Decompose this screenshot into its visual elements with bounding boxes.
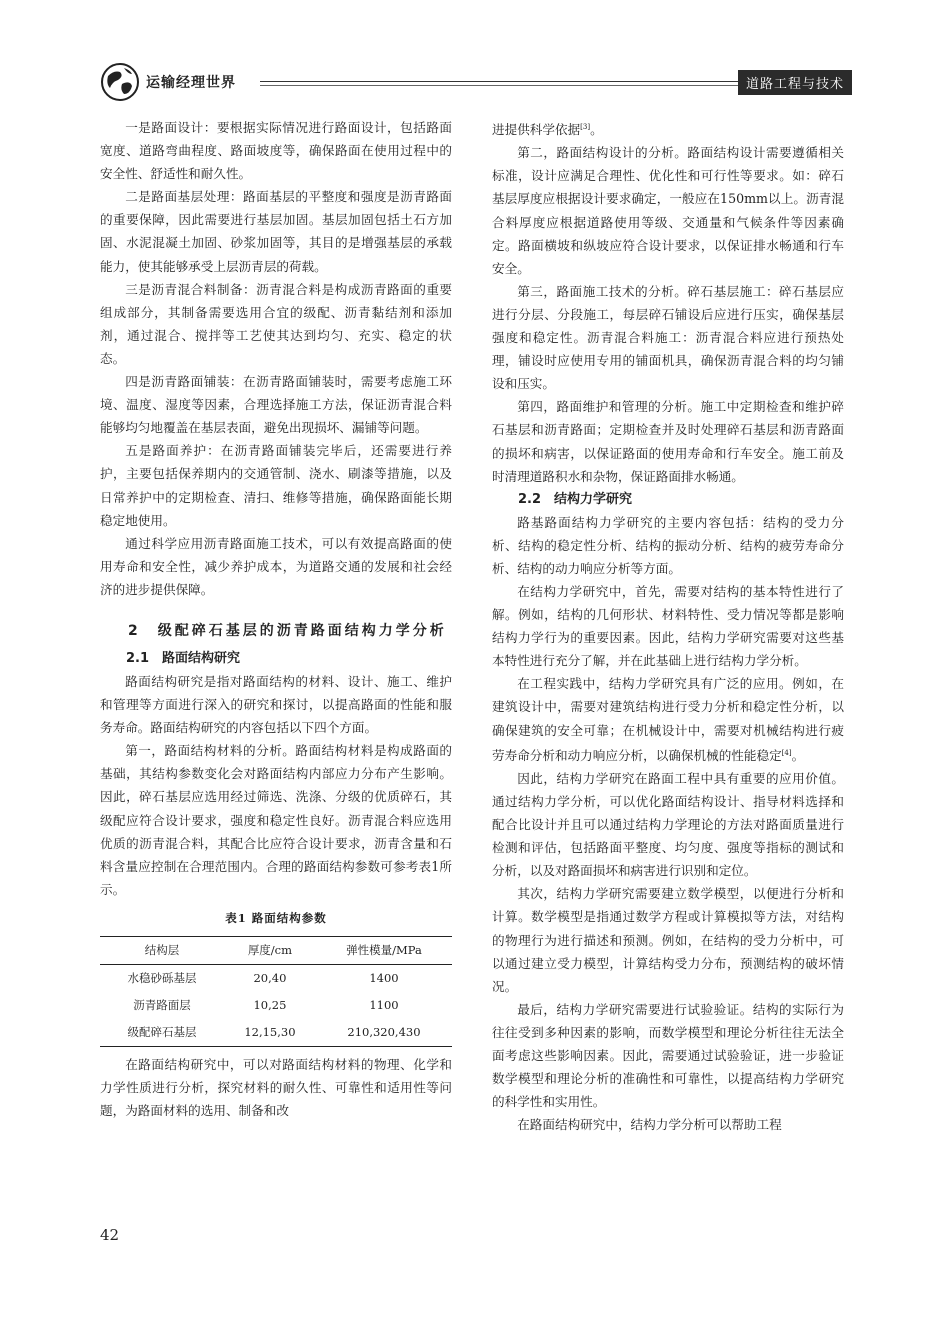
table-caption: 表1 路面结构参数 <box>225 910 327 925</box>
journal-title: 运输经理世界 <box>146 75 236 91</box>
table-cell: 20,40 <box>253 971 287 985</box>
paragraph: 在路面结构研究中，可以对路面结构材料的物理、化学和力学性质进行分析，探究材料的耐久性、可靠性和适用性等问题，为路面材料的选用、制备和改 <box>100 1057 452 1119</box>
paragraph: 因此，结构力学研究在路面工程中具有重要的应用价值。通过结构力学分析，可以优化路面结构设计、指导材料选择和配合比设计并且可以通过结构力学理论的方法对路面质量进行检测和评估，包括路面平整度、均匀度、强度等指标的测试和分析，以及对路面损坏和病害进行识别和定位。 <box>492 770 844 879</box>
table-cell: 水稳砂砾基层 <box>127 971 197 985</box>
paragraph: 第一，路面结构材料的分析。路面结构材料是构成路面的基础，其结构参数变化会对路面结构内部应力分布产生影响。因此，碎石基层应选用经过筛选、洗涤、分级的优质碎石，其级配应符合设计要求，强度和稳定性良好。沥青混合料应选用优质的沥青混合料，其配合比应符合设计要求，沥青含量和石料含量应控制在合理范围内。合理的路面结构参数可参考表1所示。 <box>100 743 452 897</box>
paragraph: 四是沥青路面铺装：在沥青路面铺装时，需要考虑施工环境、温度、湿度等因素，合理选择施工方法，保证沥青混合料能够均匀地覆盖在基层表面，避免出现损坏、漏铺等问题。 <box>100 374 452 436</box>
left-column <box>100 116 452 1122</box>
citation-ref: [4] <box>781 748 792 757</box>
subsection-heading: 2.2 结构力学研究 <box>518 491 633 507</box>
paragraph: 在路面结构研究中，结构力学分析可以帮助工程 <box>517 1117 782 1133</box>
table-row <box>100 992 452 1019</box>
paragraph: 二是路面基层处理：路面基层的平整度和强度是沥青路面的重要保障，因此需要进行基层加固。基层加固包括土石方加固、水泥混凝土加固、砂浆加固等，其目的是增强基层的承载能力，使其能够承受上层沥青层的荷载。 <box>100 189 452 274</box>
paragraph: 第二，路面结构设计的分析。路面结构设计需要遵循相关标准，设计应满足合理性、优化性和可行性等要求。如：碎石基层厚度应根据设计要求确定，一般应在150mm以上。沥青混合料厚度应根据道路使用等级、交通量和气候条件等因素确定。路面横坡和纵坡应符合设计要求，以保证排水畅通和行车安全。 <box>492 145 844 276</box>
paragraph-text: 进提供科学依据 <box>492 122 581 138</box>
table-cell: 沥青路面层 <box>133 998 191 1012</box>
paragraph <box>492 672 844 767</box>
table-cell: 1400 <box>369 971 399 985</box>
table-row <box>100 965 452 993</box>
paragraph: 三是沥青混合料制备：沥青混合料是构成沥青路面的重要组成部分，其制备需要选用合宜的级配、沥青黏结剂和添加剂，通过混合、搅拌等工艺使其达到均匀、充实、稳定的状态。 <box>100 281 452 366</box>
paragraph: 其次，结构力学研究需要建立数学模型，以便进行分析和计算。数学模型是指通过数学方程或计算模拟等方法，对结构的物理行为进行描述和预测。例如，在结构的受力分析中，可以通过建立受力模型，计算结构受力分布，预测结构的破坏情况。 <box>492 886 844 994</box>
paragraph <box>492 116 844 141</box>
page-number: 42 <box>100 1226 120 1244</box>
paragraph: 第三，路面施工技术的分析。碎石基层施工：碎石基层应进行分层、分段施工，每层碎石铺设后应进行压实，确保基层强度和稳定性。沥青混合料施工：沥青混合料应进行预热处理，铺设时应使用专用的铺面机具，确保沥青混合料的均匀铺设和压实。 <box>492 283 844 392</box>
paragraph: 一是路面设计：要根据实际情况进行路面设计，包括路面宽度、道路弯曲程度、路面坡度等，确保路面在使用过程中的安全性、舒适性和耐久性。 <box>100 120 452 182</box>
table-header-cell: 弹性模量/MPa <box>346 943 422 957</box>
paragraph: 第四，路面维护和管理的分析。施工中定期检查和维护碎石基层和沥青路面；定期检查并及时处理碎石基层和沥青路面的损坏和病害，以保证路面的使用寿命和行车安全。施工前及时清理道路积水和杂物，保证路面排水畅通。 <box>492 399 844 484</box>
table-row <box>100 1019 452 1047</box>
page-header <box>100 62 852 102</box>
paragraph-end: 。 <box>791 747 805 763</box>
paragraph: 路基路面结构力学研究的主要内容包括：结构的受力分析、结构的稳定性分析、结构的振动分析、结构的疲劳寿命分析、结构的动力响应分析等方面。 <box>492 514 844 576</box>
pavement-parameters-table <box>100 936 452 1047</box>
subsection-heading: 2.1 路面结构研究 <box>126 650 241 666</box>
table-cell: 1100 <box>369 998 399 1012</box>
right-column <box>492 116 844 1136</box>
table-header-cell: 厚度/cm <box>247 943 293 957</box>
table-cell: 12,15,30 <box>244 1025 296 1039</box>
section-tag: 道路工程与技术 <box>738 70 852 95</box>
paragraph: 路面结构研究是指对路面结构的材料、设计、施工、维护和管理等方面进行深入的研究和探讨，以提高路面的性能和服务寿命。路面结构研究的内容包括以下四个方面。 <box>100 673 452 736</box>
section-heading: 2 级配碎石基层的沥青路面结构力学分析 <box>128 622 447 639</box>
paragraph: 在结构力学研究中，首先，需要对结构的基本特性进行了解。例如，结构的几何形状、材料特性、受力情况等都是影响结构力学行为的重要因素。因此，结构力学研究需要对这些基本特性进行充分了解，并在此基础上进行结构力学分析。 <box>492 583 844 669</box>
paragraph: 五是路面养护：在沥青路面铺装完毕后，还需要进行养护，主要包括保养期内的交通管制、浇水、刷漆等措施，以及日常养护中的定期检查、清扫、维修等措施，确保路面能长期稳定地使用。 <box>100 443 452 528</box>
paragraph-text: 在工程实践中，结构力学研究具有广泛的应用。例如，在建筑设计中，需要对建筑结构进行受力分析和稳定性分析，以确保建筑的安全可靠；在机械设计中，需要对机械结构进行疲劳寿命分析和动力响应分析，以确保机械的性能稳定 <box>492 676 844 763</box>
table-cell: 级配碎石基层 <box>127 1025 197 1039</box>
table-cell: 10,25 <box>253 998 287 1012</box>
table-header-row <box>100 937 452 965</box>
table-header-cell: 结构层 <box>144 943 180 957</box>
header-rule-thin <box>260 85 742 86</box>
citation-ref: [3] <box>580 123 591 131</box>
globe-logo-icon <box>100 62 140 102</box>
paragraph: 最后，结构力学研究需要进行试验验证。结构的实际行为往往受到多种因素的影响，而数学模型和理论分析往往无法全面考虑这些影响因素。因此，需要通过试验验证，进一步验证数学模型和理论分析的准确性和可靠性，以提高结构力学研究的科学性和实用性。 <box>492 1001 844 1110</box>
table-cell: 210,320,430 <box>347 1025 421 1039</box>
paragraph: 通过科学应用沥青路面施工技术，可以有效提高路面的使用寿命和安全性，减少养护成本，为道路交通的发展和社会经济的进步提供保障。 <box>100 535 452 597</box>
header-rule <box>260 81 742 82</box>
paragraph-end: 。 <box>590 122 603 138</box>
